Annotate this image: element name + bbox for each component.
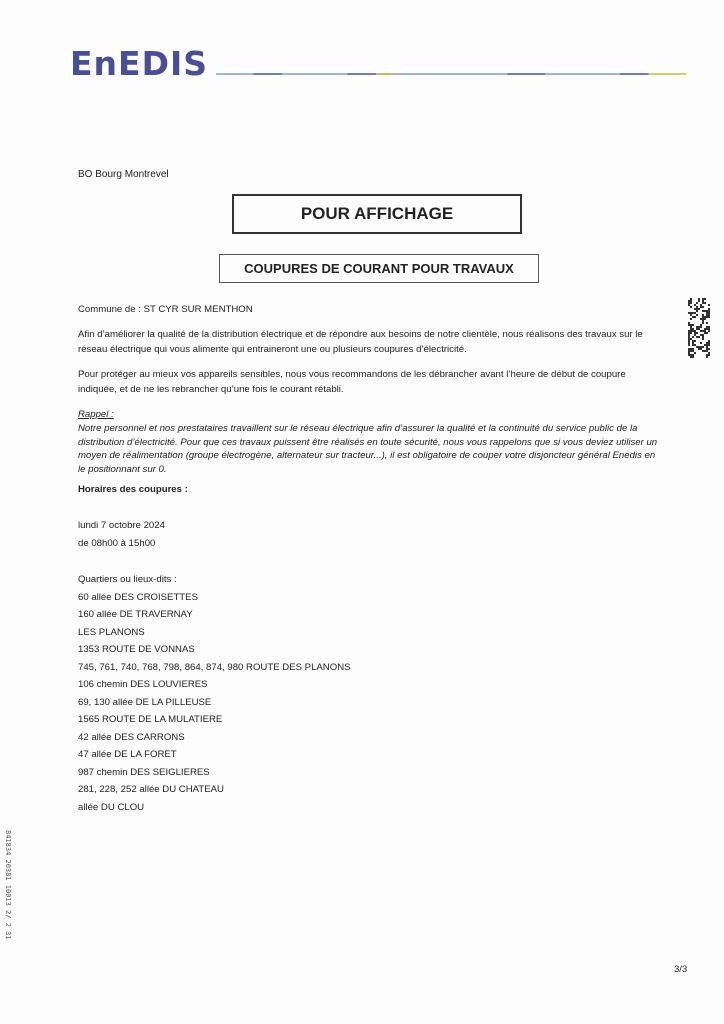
- title-sub: COUPURES DE COURANT POUR TRAVAUX: [244, 261, 514, 276]
- title-main: POUR AFFICHAGE: [300, 204, 454, 223]
- document-body: [78, 302, 663, 816]
- list-item: 1353 ROUTE DE VONNAS: [78, 644, 195, 655]
- list-item: 987 chemin DES SEIGLIERES: [78, 766, 210, 778]
- header-rule: [216, 73, 686, 75]
- list-item: 42 allée DES CARRONS: [78, 731, 185, 743]
- protection-paragraph: Pour protéger au mieux vos appareils sensibles, nous vous recommandons de les débrancher avant l’heure de début de coupure indiquée, et de ne les rebrancher qu’une fois le courant rétabli.: [78, 369, 626, 395]
- list-item: 47 allée DE LA FORET: [78, 749, 177, 760]
- locations-list: [78, 589, 663, 817]
- list-item: 160 allée DE TRAVERNAY: [78, 609, 193, 620]
- schedule-date: lundi 7 octobre 2024: [78, 520, 165, 531]
- commune-line: Commune de : ST CYR SUR MENTHON: [78, 304, 253, 315]
- list-item: 1565 ROUTE DE LA MULATIERE: [78, 714, 223, 725]
- print-reference: 841834 20381 10013 2/ 2 31: [4, 830, 12, 940]
- list-item: LES PLANONS: [78, 626, 145, 638]
- page-number: 3/3: [674, 964, 688, 975]
- enedis-logo: EnEDIS: [70, 44, 209, 83]
- list-item: 60 allée DES CROISETTES: [78, 591, 198, 603]
- list-item: 69, 130 allée DE LA PILLEUSE: [78, 696, 212, 708]
- list-item: 281, 228, 252 allée DU CHATEAU: [78, 784, 224, 795]
- intro-paragraph: Afin d’améliorer la qualité de la distribution électrique et de répondre aux besoins de notre clientèle, nous réalisons des travaux sur le réseau électrique qui vous alimente qui entraineront une ou plusieurs coupures d’électricité.: [78, 329, 643, 355]
- title-box-main: [232, 194, 522, 234]
- qr-code-icon: [688, 298, 710, 358]
- rappel-body: Notre personnel et nos prestataires travaillent sur le réseau électrique afin d’assurer la qualité et la continuité du service public de la distribution d’électricité. Pour que ces travaux puissent être réalisés en toute sécurité, nous vous rappelons que si vous deviez utiliser un moyen de réalimentation (groupe électrogène, alternateur sur tracteur...), il est obligatoire de couper votre disjoncteur général Enedis en le positionnant sur 0.: [78, 423, 658, 475]
- list-item: 106 chemin DES LOUVIERES: [78, 679, 208, 690]
- title-box-sub: [219, 254, 539, 283]
- rappel-title: Rappel :: [78, 409, 114, 420]
- list-item: 745, 761, 740, 768, 798, 864, 874, 980 ROUTE DES PLANONS: [78, 661, 351, 673]
- agency-name: BO Bourg Montrevel: [78, 169, 169, 180]
- schedule-title: Horaires des coupures :: [78, 484, 188, 495]
- list-item: allée DU CLOU: [78, 801, 145, 813]
- schedule-time: de 08h00 à 15h00: [78, 538, 156, 549]
- locations-title: Quartiers ou lieux-dits :: [78, 574, 177, 585]
